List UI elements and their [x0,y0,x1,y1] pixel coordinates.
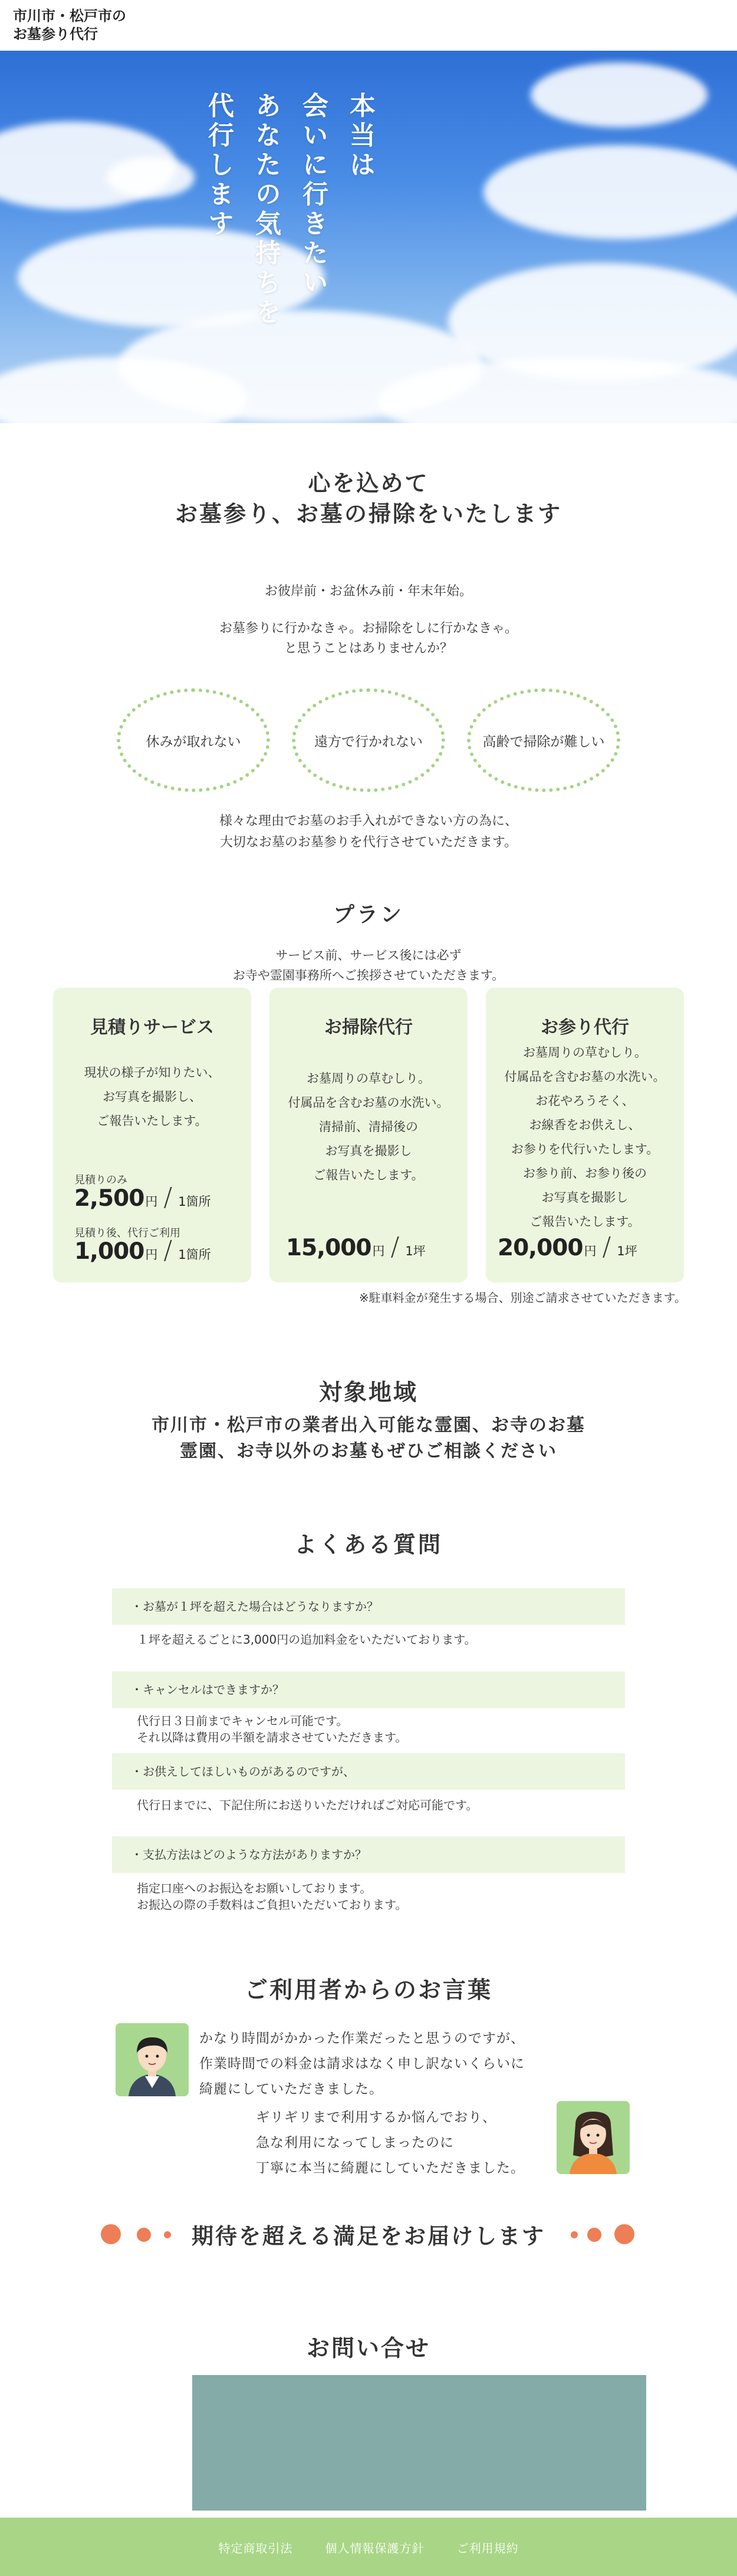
footer-links [0,2539,737,2556]
hero-section [0,51,737,423]
price-row [286,1232,426,1262]
voice-line: ギリギリまで利用するか悩んでおり、 [256,2110,496,2125]
plan-desc-line: ご報告いたします。 [97,1114,208,1128]
faq-answer-line: お振込の際の手数料はご負担いただいております。 [137,1898,407,1912]
price-unit: 円 [145,1248,158,1262]
plan-desc-line: 清掃前、清掃後の [319,1120,418,1134]
intro-seasons: お彼岸前・お盆休み前・年末年始。 [264,584,472,599]
plan-desc-line: お写真を撮影し [541,1190,629,1205]
voice-quote [256,2105,525,2181]
contact-title: お問い合せ [306,2336,430,2362]
faq-answer [137,1713,620,1746]
price-per: 1坪 [617,1244,637,1258]
price-per: 1坪 [405,1244,426,1258]
plan-name: 見積りサービス [90,1017,214,1038]
plan-desc-line: お写真を撮影し、 [103,1090,202,1104]
plan-description [53,1061,251,1133]
slash-divider: / [163,1182,173,1212]
voice-line: 綺麗にしていただきました。 [199,2082,383,2097]
cloud [106,157,195,198]
voice-line: かなり時間がかかった作業だったと思うのですが、 [199,2031,525,2046]
avatar-man [116,2023,189,2096]
plan-name: お参り代行 [541,1017,629,1038]
cloud [531,62,708,127]
footer-link-terms[interactable]: ご利用規約 [456,2541,519,2555]
faq-question[interactable]: ・お墓が１坪を超えた場合はどうなりますか？ [112,1588,625,1625]
plan-card-cleaning [269,988,468,1282]
voice-line: 丁寧に本当に綺麗にしていただきました。 [256,2161,525,2176]
price-unit: 円 [372,1244,385,1258]
plan-card-visit [486,988,684,1282]
logo-line-2: お墓参り代行 [13,26,98,42]
reason-bubbles [117,688,620,792]
area-text [0,1413,737,1465]
faq-title: よくある質問 [294,1532,443,1558]
plan-note-line-1: サービス前、サービス後には必ず [275,948,462,962]
price-unit: 円 [145,1195,158,1209]
plan-card-estimate [53,988,251,1282]
site-header [0,0,737,51]
plan-desc-line: お参りを代行いたします。 [511,1142,659,1156]
logo-line-1: 市川市・松戸市の [13,8,126,24]
plan-desc-line: お写真を撮影し [325,1144,412,1158]
price-row [498,1232,637,1262]
faq-answer-line: 指定口座へのお振込をお願いしております。 [137,1881,372,1895]
hero-tagline [195,92,383,328]
price-per: 1箇所 [178,1248,211,1262]
plan-description [486,1041,684,1234]
price-label: 見積りのみ [74,1174,127,1186]
voice-line: 作業時間での料金は請求はなく申し訳ないくらいに [199,2056,525,2072]
intro-question-line-2: と思うことはありませんか？ [284,641,453,656]
plan-note [0,945,737,985]
price-row [74,1182,211,1212]
footer-link-privacy[interactable]: 個人情報保護方針 [325,2541,425,2555]
intro-title-line-1: 心を込めて [308,470,429,496]
hero-line: あなたの気持ちを [251,92,281,328]
reason-bubble: 休みが取れない [117,688,270,792]
reason-bubble: 高齢で掃除が難しい [467,688,620,792]
faq-answer [137,1631,620,1648]
intro-title-line-2: お墓参り、お墓の掃除をいたします [175,501,562,527]
site-logo[interactable] [13,7,126,44]
slash-divider: / [602,1232,611,1262]
plan-note-line-2: お寺や霊園事務所へご挨拶させていただきます。 [232,968,505,982]
reason-bubble: 遠方で行かれない [292,688,445,792]
faq-answer-line: それ以降は費用の半額を請求させていただきます。 [137,1730,407,1744]
plan-footnote: ※駐車料金が発生する場合、別途ご請求させていただきます。 [358,1291,686,1305]
slash-divider: / [163,1235,173,1265]
area-text-line-2: 霊園、お寺以外のお墓もぜひご相談ください [180,1441,557,1462]
price-row [74,1235,211,1265]
plan-desc-line: お花やろうそく、 [535,1094,634,1108]
slash-divider: / [390,1232,400,1262]
voice-line: 急な利用になってしまったのに [256,2135,454,2150]
faq-answer [137,1880,620,1913]
avatar-woman [557,2101,630,2174]
hero-line: 会いに行きたい [298,92,328,298]
intro-closing-line-1: 様々な理由でお墓のお手入れができない方の為に、 [219,814,518,829]
plan-desc-line: ご報告いたします。 [313,1168,424,1182]
site-footer [0,2518,737,2576]
price-label: 見積り後、代行ご利用 [74,1227,180,1239]
faq-answer-line: １坪を超えるごとに3,000円の追加料金をいただいております。 [137,1632,476,1647]
faq-question[interactable]: ・支払方法はどのような方法がありますか？ [112,1836,625,1873]
plan-desc-line: お線香をお供えし、 [529,1118,641,1132]
faq-answer-line: 代行日３日前までキャンセル可能です。 [137,1714,348,1728]
intro-question [0,619,737,659]
decor-dot [571,2231,578,2238]
intro-title [0,468,737,529]
cloud [483,145,737,239]
plan-name: お掃除代行 [324,1017,413,1038]
area-text-line-1: 市川市・松戸市の業者出入可能な霊園、お寺のお墓 [152,1415,585,1436]
price-value: 20,000 [498,1235,583,1261]
hero-line: 本当は [345,92,375,180]
faq-answer [137,1797,620,1813]
plan-desc-line: 現状の様子が知りたい、 [84,1066,221,1080]
plan-desc-line: お墓周りの草むしり。 [307,1071,430,1086]
faq-question[interactable]: ・キャンセルはできますか？ [112,1671,625,1708]
man-avatar-icon [116,2023,189,2096]
price-value: 1,000 [74,1238,144,1265]
plan-desc-line: 付属品を含むお墓の水洗い。 [504,1070,666,1084]
decor-dot [587,2228,601,2242]
plan-desc-line: ご報告いたします。 [529,1215,640,1229]
decor-dot [614,2224,634,2244]
area-title: 対象地域 [318,1380,418,1406]
price-unit: 円 [584,1244,597,1258]
satisfaction-banner: 期待を超える満足をお届けします [192,2224,545,2249]
footer-link-commerce-law[interactable]: 特定商取引法 [218,2541,293,2555]
price-per: 1箇所 [178,1195,211,1209]
plan-description [269,1067,468,1188]
plan-desc-line: お墓周りの草むしり。 [523,1045,647,1060]
intro-closing-line-2: 大切なお墓のお墓参りを代行させていただきます。 [219,835,518,850]
intro-question-line-1: お墓参りに行かなきゃ。お掃除をしに行かなきゃ。 [219,621,518,636]
plan-title: プラン [333,903,404,927]
contact-form-area[interactable] [192,2375,646,2511]
plan-desc-line: 付属品を含むお墓の水洗い。 [288,1096,449,1110]
hero-line: 代行します [203,92,233,239]
voice-title: ご利用者からのお言葉 [244,1977,492,2004]
plan-desc-line: お参り前、お参り後の [523,1166,647,1180]
price-value: 15,000 [286,1235,371,1261]
voice-quote [199,2026,525,2102]
intro-closing [0,811,737,853]
faq-question[interactable]: ・お供えしてほしいものがあるのですが、 [112,1753,625,1790]
price-value: 2,500 [74,1185,144,1212]
faq-answer-line: 代行日までに、下記住所にお送りいただければご対応可能です。 [137,1798,478,1812]
woman-avatar-icon [557,2101,630,2174]
